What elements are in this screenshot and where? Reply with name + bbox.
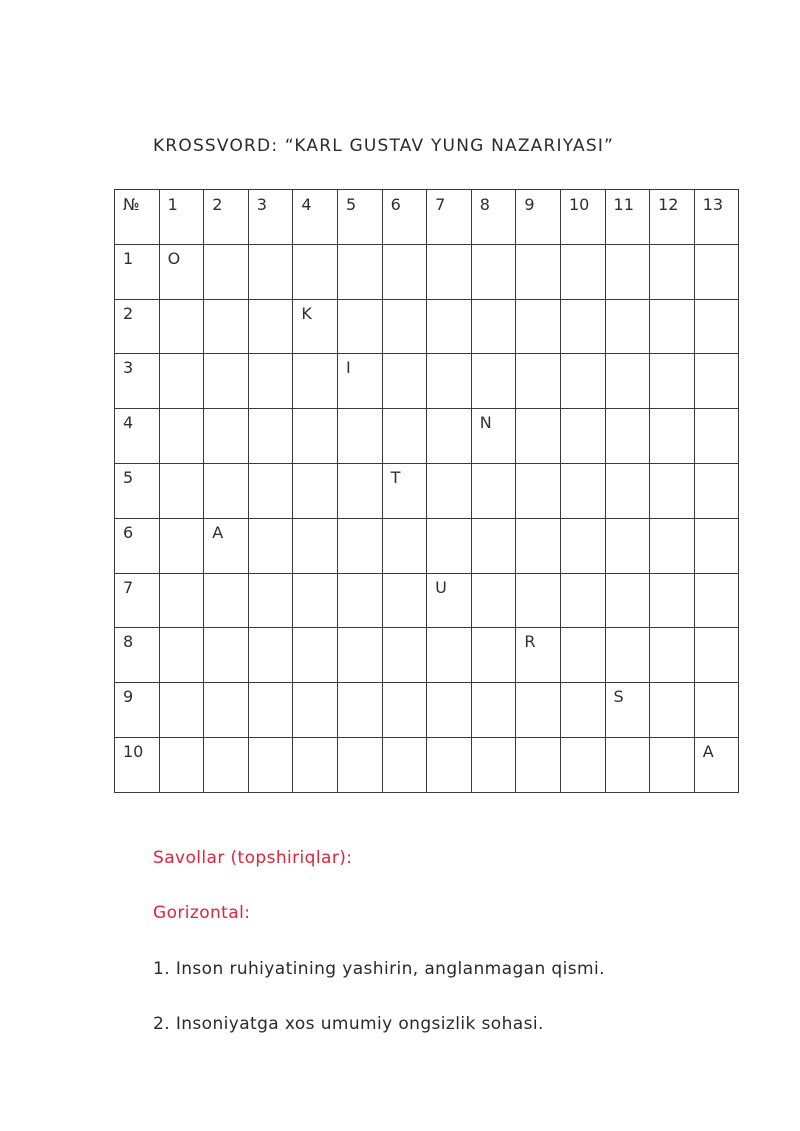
column-number-cell bbox=[248, 190, 293, 245]
crossword-cell bbox=[204, 299, 249, 354]
row-number-cell-text: 5 bbox=[123, 467, 134, 487]
crossword-cell bbox=[337, 409, 382, 464]
column-number-cell-text: 7 bbox=[435, 195, 446, 214]
crossword-cell bbox=[159, 463, 204, 518]
crossword-cell bbox=[605, 299, 650, 354]
crossword-cell bbox=[694, 573, 739, 628]
crossword-cell bbox=[471, 409, 516, 464]
column-number-cell bbox=[471, 190, 516, 245]
crossword-cell bbox=[293, 628, 338, 683]
crossword-cell bbox=[605, 518, 650, 573]
crossword-cell bbox=[159, 299, 204, 354]
crossword-cell bbox=[427, 628, 472, 683]
crossword-cell bbox=[337, 518, 382, 573]
row-number-cell bbox=[115, 628, 160, 683]
crossword-cell bbox=[427, 683, 472, 738]
column-number-cell bbox=[560, 190, 605, 245]
crossword-cell bbox=[382, 683, 427, 738]
crossword-cell bbox=[337, 628, 382, 683]
grid-row bbox=[115, 573, 739, 628]
grid-row bbox=[115, 683, 739, 738]
column-number-cell-text: 3 bbox=[256, 195, 267, 214]
crossword-cell-text: A bbox=[702, 741, 714, 761]
column-number-cell bbox=[337, 190, 382, 245]
crossword-cell bbox=[516, 628, 561, 683]
crossword-cell bbox=[337, 463, 382, 518]
crossword-cell bbox=[471, 573, 516, 628]
crossword-cell bbox=[516, 244, 561, 299]
crossword-cell bbox=[516, 573, 561, 628]
crossword-cell bbox=[694, 628, 739, 683]
question-item: 2. Insoniyatga xos umumiy ongsizlik sohasi. bbox=[153, 1014, 544, 1034]
crossword-cell bbox=[516, 299, 561, 354]
crossword-cell bbox=[382, 463, 427, 518]
crossword-cell bbox=[248, 409, 293, 464]
crossword-cell bbox=[471, 518, 516, 573]
column-number-cell-text: 5 bbox=[345, 195, 357, 214]
crossword-cell bbox=[471, 737, 516, 792]
grid-row bbox=[115, 628, 739, 683]
row-number-cell-text: 8 bbox=[123, 632, 134, 652]
crossword-cell-text: R bbox=[524, 632, 536, 652]
crossword-cell bbox=[427, 573, 472, 628]
column-number-cell-text: 6 bbox=[390, 195, 401, 214]
crossword-cell bbox=[204, 737, 249, 792]
crossword-cell bbox=[337, 737, 382, 792]
crossword-cell bbox=[382, 573, 427, 628]
row-number-cell-text: 1 bbox=[123, 248, 134, 268]
question-item: 1. Inson ruhiyatining yashirin, anglanmagan qismi. bbox=[153, 959, 605, 979]
crossword-cell bbox=[516, 683, 561, 738]
crossword-cell bbox=[427, 518, 472, 573]
column-number-cell bbox=[694, 190, 739, 245]
crossword-cell bbox=[293, 463, 338, 518]
row-number-cell bbox=[115, 737, 160, 792]
crossword-cell bbox=[516, 737, 561, 792]
crossword-cell bbox=[382, 518, 427, 573]
crossword-cell bbox=[337, 244, 382, 299]
crossword-cell-text: I bbox=[345, 358, 351, 378]
column-number-cell-text: 8 bbox=[479, 195, 490, 214]
column-number-cell-text: 4 bbox=[301, 195, 312, 214]
crossword-cell bbox=[427, 244, 472, 299]
grid-row bbox=[115, 299, 739, 354]
column-number-cell bbox=[204, 190, 249, 245]
crossword-cell bbox=[204, 518, 249, 573]
column-number-cell bbox=[159, 190, 204, 245]
crossword-grid bbox=[114, 189, 739, 793]
row-number-cell bbox=[115, 409, 160, 464]
crossword-cell bbox=[382, 737, 427, 792]
crossword-cell bbox=[293, 244, 338, 299]
crossword-cell bbox=[204, 354, 249, 409]
crossword-cell bbox=[248, 683, 293, 738]
crossword-cell bbox=[248, 628, 293, 683]
column-number-cell-text: 11 bbox=[613, 195, 634, 214]
crossword-cell bbox=[427, 463, 472, 518]
column-number-cell bbox=[427, 190, 472, 245]
crossword-cell bbox=[159, 354, 204, 409]
crossword-cell bbox=[650, 354, 695, 409]
crossword-cell bbox=[293, 683, 338, 738]
row-number-cell-text: 6 bbox=[123, 522, 134, 542]
row-number-cell-text: 3 bbox=[123, 358, 134, 378]
crossword-cell bbox=[605, 628, 650, 683]
grid-header-row bbox=[115, 190, 739, 245]
crossword-cell bbox=[248, 354, 293, 409]
page-title: KROSSVORD: “KARL GUSTAV YUNG NAZARIYASI” bbox=[153, 136, 615, 156]
column-number-cell bbox=[293, 190, 338, 245]
crossword-cell bbox=[159, 683, 204, 738]
column-number-cell-text: 12 bbox=[658, 195, 679, 214]
crossword-cell-text: T bbox=[390, 467, 401, 487]
crossword-cell bbox=[605, 463, 650, 518]
crossword-cell bbox=[650, 244, 695, 299]
crossword-cell bbox=[694, 409, 739, 464]
crossword-cell-text: O bbox=[167, 248, 181, 268]
column-number-cell-text: 2 bbox=[212, 195, 223, 214]
crossword-cell bbox=[560, 354, 605, 409]
crossword-cell bbox=[159, 244, 204, 299]
column-number-cell-text: 10 bbox=[568, 195, 590, 214]
crossword-cell bbox=[650, 409, 695, 464]
crossword-cell bbox=[560, 737, 605, 792]
row-number-cell bbox=[115, 463, 160, 518]
crossword-cell bbox=[471, 299, 516, 354]
crossword-cell bbox=[471, 354, 516, 409]
crossword-cell bbox=[560, 628, 605, 683]
crossword-cell bbox=[204, 628, 249, 683]
crossword-cell bbox=[427, 299, 472, 354]
crossword-cell bbox=[516, 354, 561, 409]
crossword-cell bbox=[516, 463, 561, 518]
crossword-cell bbox=[694, 354, 739, 409]
row-number-cell bbox=[115, 518, 160, 573]
crossword-cell bbox=[560, 573, 605, 628]
crossword-cell bbox=[382, 628, 427, 683]
column-number-cell bbox=[605, 190, 650, 245]
crossword-cell bbox=[159, 518, 204, 573]
row-number-cell-text: 9 bbox=[123, 687, 134, 707]
column-number-cell bbox=[382, 190, 427, 245]
crossword-cell bbox=[382, 244, 427, 299]
crossword-cell bbox=[293, 518, 338, 573]
crossword-cell bbox=[560, 409, 605, 464]
crossword-cell bbox=[471, 244, 516, 299]
crossword-cell bbox=[650, 573, 695, 628]
column-number-cell-text: 9 bbox=[524, 195, 535, 214]
crossword-cell-text: S bbox=[613, 687, 624, 707]
crossword-cell bbox=[694, 463, 739, 518]
crossword-cell bbox=[427, 354, 472, 409]
crossword-cell bbox=[337, 573, 382, 628]
crossword-cell bbox=[694, 683, 739, 738]
grid-row bbox=[115, 737, 739, 792]
crossword-cell bbox=[694, 518, 739, 573]
crossword-cell bbox=[560, 463, 605, 518]
row-number-cell bbox=[115, 244, 160, 299]
crossword-cell bbox=[248, 518, 293, 573]
column-number-cell bbox=[516, 190, 561, 245]
crossword-cell bbox=[471, 463, 516, 518]
crossword-cell bbox=[605, 409, 650, 464]
crossword-cell bbox=[560, 683, 605, 738]
crossword-cell bbox=[516, 518, 561, 573]
crossword-cell bbox=[293, 354, 338, 409]
column-number-cell bbox=[650, 190, 695, 245]
crossword-cell bbox=[159, 737, 204, 792]
crossword-cell bbox=[204, 409, 249, 464]
crossword-cell bbox=[382, 299, 427, 354]
grid-row bbox=[115, 463, 739, 518]
crossword-cell bbox=[293, 737, 338, 792]
crossword-cell bbox=[560, 518, 605, 573]
crossword-cell bbox=[337, 354, 382, 409]
crossword-cell-text: K bbox=[301, 303, 312, 323]
crossword-cell bbox=[248, 573, 293, 628]
row-number-cell-text: 4 bbox=[123, 413, 134, 433]
crossword-cell bbox=[159, 573, 204, 628]
crossword-cell bbox=[248, 299, 293, 354]
crossword-cell bbox=[159, 628, 204, 683]
crossword-cell bbox=[293, 409, 338, 464]
crossword-cell bbox=[248, 463, 293, 518]
crossword-cell bbox=[471, 628, 516, 683]
column-number-cell-text: 1 bbox=[167, 195, 178, 214]
crossword-cell bbox=[204, 683, 249, 738]
grid-row bbox=[115, 244, 739, 299]
crossword-cell bbox=[694, 244, 739, 299]
crossword-cell bbox=[605, 737, 650, 792]
crossword-cell bbox=[471, 683, 516, 738]
crossword-cell bbox=[650, 628, 695, 683]
crossword-cell bbox=[337, 683, 382, 738]
crossword-cell bbox=[382, 409, 427, 464]
crossword-cell bbox=[650, 299, 695, 354]
crossword-cell bbox=[605, 683, 650, 738]
crossword-cell bbox=[248, 244, 293, 299]
crossword-cell bbox=[650, 463, 695, 518]
crossword-cell bbox=[204, 463, 249, 518]
crossword-cell bbox=[159, 409, 204, 464]
row-number-cell bbox=[115, 299, 160, 354]
row-number-cell bbox=[115, 683, 160, 738]
crossword-cell-text: U bbox=[435, 577, 447, 597]
horizontal-heading: Gorizontal: bbox=[153, 903, 251, 923]
crossword-cell bbox=[605, 244, 650, 299]
grid-corner-cell-text: № bbox=[123, 195, 140, 214]
row-number-cell-text: 2 bbox=[123, 303, 134, 323]
crossword-cell-text: N bbox=[479, 413, 492, 433]
row-number-cell-text: 7 bbox=[123, 577, 134, 597]
grid-corner-cell bbox=[115, 190, 160, 245]
grid-row bbox=[115, 518, 739, 573]
crossword-cell bbox=[293, 299, 338, 354]
column-number-cell-text: 13 bbox=[702, 195, 724, 214]
crossword-cell bbox=[427, 737, 472, 792]
crossword-cell bbox=[516, 409, 561, 464]
crossword-cell bbox=[650, 518, 695, 573]
crossword-cell bbox=[204, 573, 249, 628]
crossword-cell bbox=[605, 573, 650, 628]
grid-row bbox=[115, 409, 739, 464]
crossword-cell bbox=[204, 244, 249, 299]
questions-heading: Savollar (topshiriqlar): bbox=[153, 848, 353, 868]
crossword-cell-text: A bbox=[212, 522, 224, 542]
crossword-cell bbox=[650, 737, 695, 792]
crossword-cell bbox=[382, 354, 427, 409]
row-number-cell-text: 10 bbox=[123, 741, 144, 761]
crossword-cell bbox=[293, 573, 338, 628]
crossword-cell bbox=[605, 354, 650, 409]
row-number-cell bbox=[115, 354, 160, 409]
crossword-cell bbox=[650, 683, 695, 738]
crossword-cell bbox=[248, 737, 293, 792]
crossword-cell bbox=[694, 737, 739, 792]
crossword-cell bbox=[427, 409, 472, 464]
crossword-cell bbox=[694, 299, 739, 354]
grid-row bbox=[115, 354, 739, 409]
crossword-cell bbox=[560, 244, 605, 299]
row-number-cell bbox=[115, 573, 160, 628]
crossword-cell bbox=[560, 299, 605, 354]
crossword-cell bbox=[337, 299, 382, 354]
